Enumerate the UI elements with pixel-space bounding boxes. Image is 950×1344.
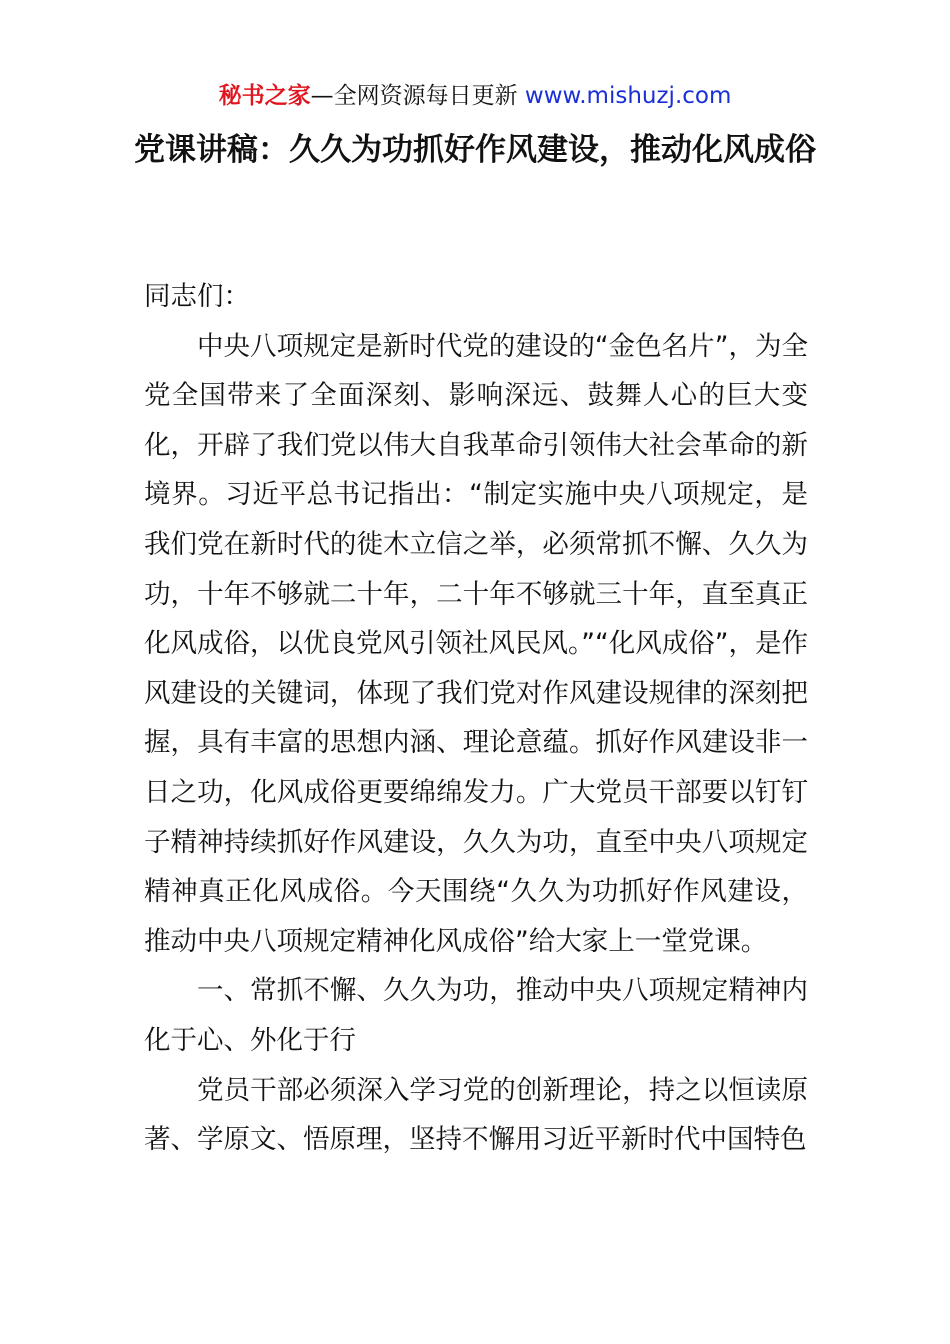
- document-title: 党课讲稿：久久为功抓好作风建设，推动化风成俗: [134, 132, 816, 168]
- paragraph-section-1: 党员干部必须深入学习党的创新理论，持之以恒读原著、学原文、悟原理，坚持不懈用习近平新时代中国特色: [144, 1074, 808, 1156]
- site-brand: 秘书之家: [218, 83, 311, 109]
- paragraph-intro: 中央八项规定是新时代党的建设的“金色名片”，为全党全国带来了全面深刻、影响深远、鼓舞人心的巨大变化，开辟了我们党以伟大自我革命引领伟大社会革命的新境界。习近平总书记指出：“制定实施中央八项规定，是我们党在新时代的徙木立信之举，必须常抓不懈、久久为功，十年不够就二十年，二十年不够就三十年，直至真正化风成俗，以优良党风引领社风民风。”“化风成俗”，是作风建设的关键词，体现了我们党对作风建设规律的深刻把握，具有丰富的思想内涵、理论意蕴。抓好作风建设非一日之功，化风成俗更要绵绵发力。广大党员干部要以钉钉子精神持续抓好作风建设，久久为功，直至中央八项规定精神真正化风成俗。今天围绕“久久为功抓好作风建设，推动中央八项规定精神化风成俗”给大家上一堂党课。: [144, 330, 808, 957]
- document-body: [144, 272, 808, 1165]
- site-tagline: —全网资源每日更新: [310, 83, 518, 109]
- site-url-link[interactable]: www.mishuzj.com: [524, 83, 732, 109]
- salutation: 同志们：: [144, 281, 250, 312]
- section-heading-1: 一、常抓不懈、久久为功，推动中央八项规定精神内化于心、外化于行: [144, 975, 808, 1056]
- site-header: [0, 80, 950, 112]
